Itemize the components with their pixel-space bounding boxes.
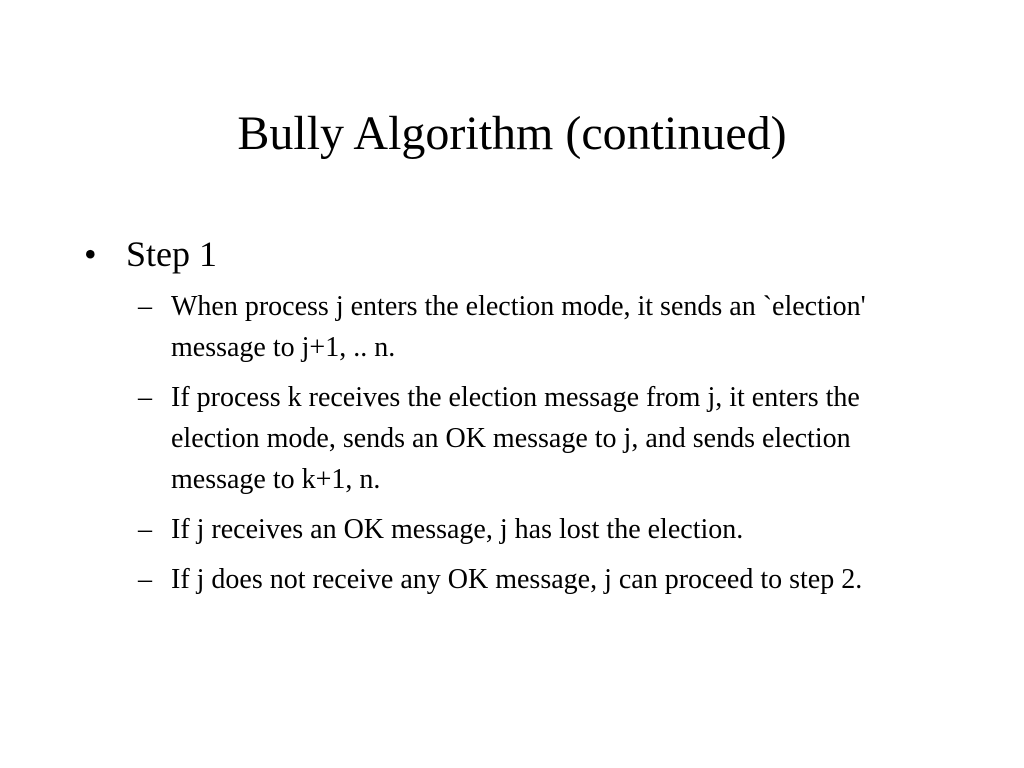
slide-title: Bully Algorithm (continued) — [237, 107, 787, 160]
bullet-list — [84, 232, 944, 609]
bullet-icon: • — [84, 234, 97, 274]
bullet-text: Step 1 — [126, 234, 218, 274]
sub-bullet-text: When process j enters the election mode, it sends an `election' message to j+1, .. n. — [171, 291, 866, 363]
sub-bullet-text: If j receives an OK message, j has lost the election. — [171, 514, 744, 545]
dash-icon: – — [138, 564, 152, 595]
dash-icon: – — [138, 514, 152, 545]
bullet-item-step-1 — [84, 232, 944, 600]
sub-bullet-item — [126, 509, 891, 550]
sub-bullet-list — [126, 286, 944, 600]
sub-bullet-text: If j does not receive any OK message, j can proceed to step 2. — [171, 564, 863, 595]
sub-bullet-item — [126, 377, 891, 500]
dash-icon: – — [138, 291, 152, 322]
sub-bullet-item — [126, 559, 891, 600]
dash-icon: – — [138, 382, 152, 413]
sub-bullet-text: If process k receives the election message from j, it enters the election mode, sends an OK message to j, and sends election message to k+1, n. — [171, 382, 860, 495]
sub-bullet-item — [126, 286, 891, 368]
